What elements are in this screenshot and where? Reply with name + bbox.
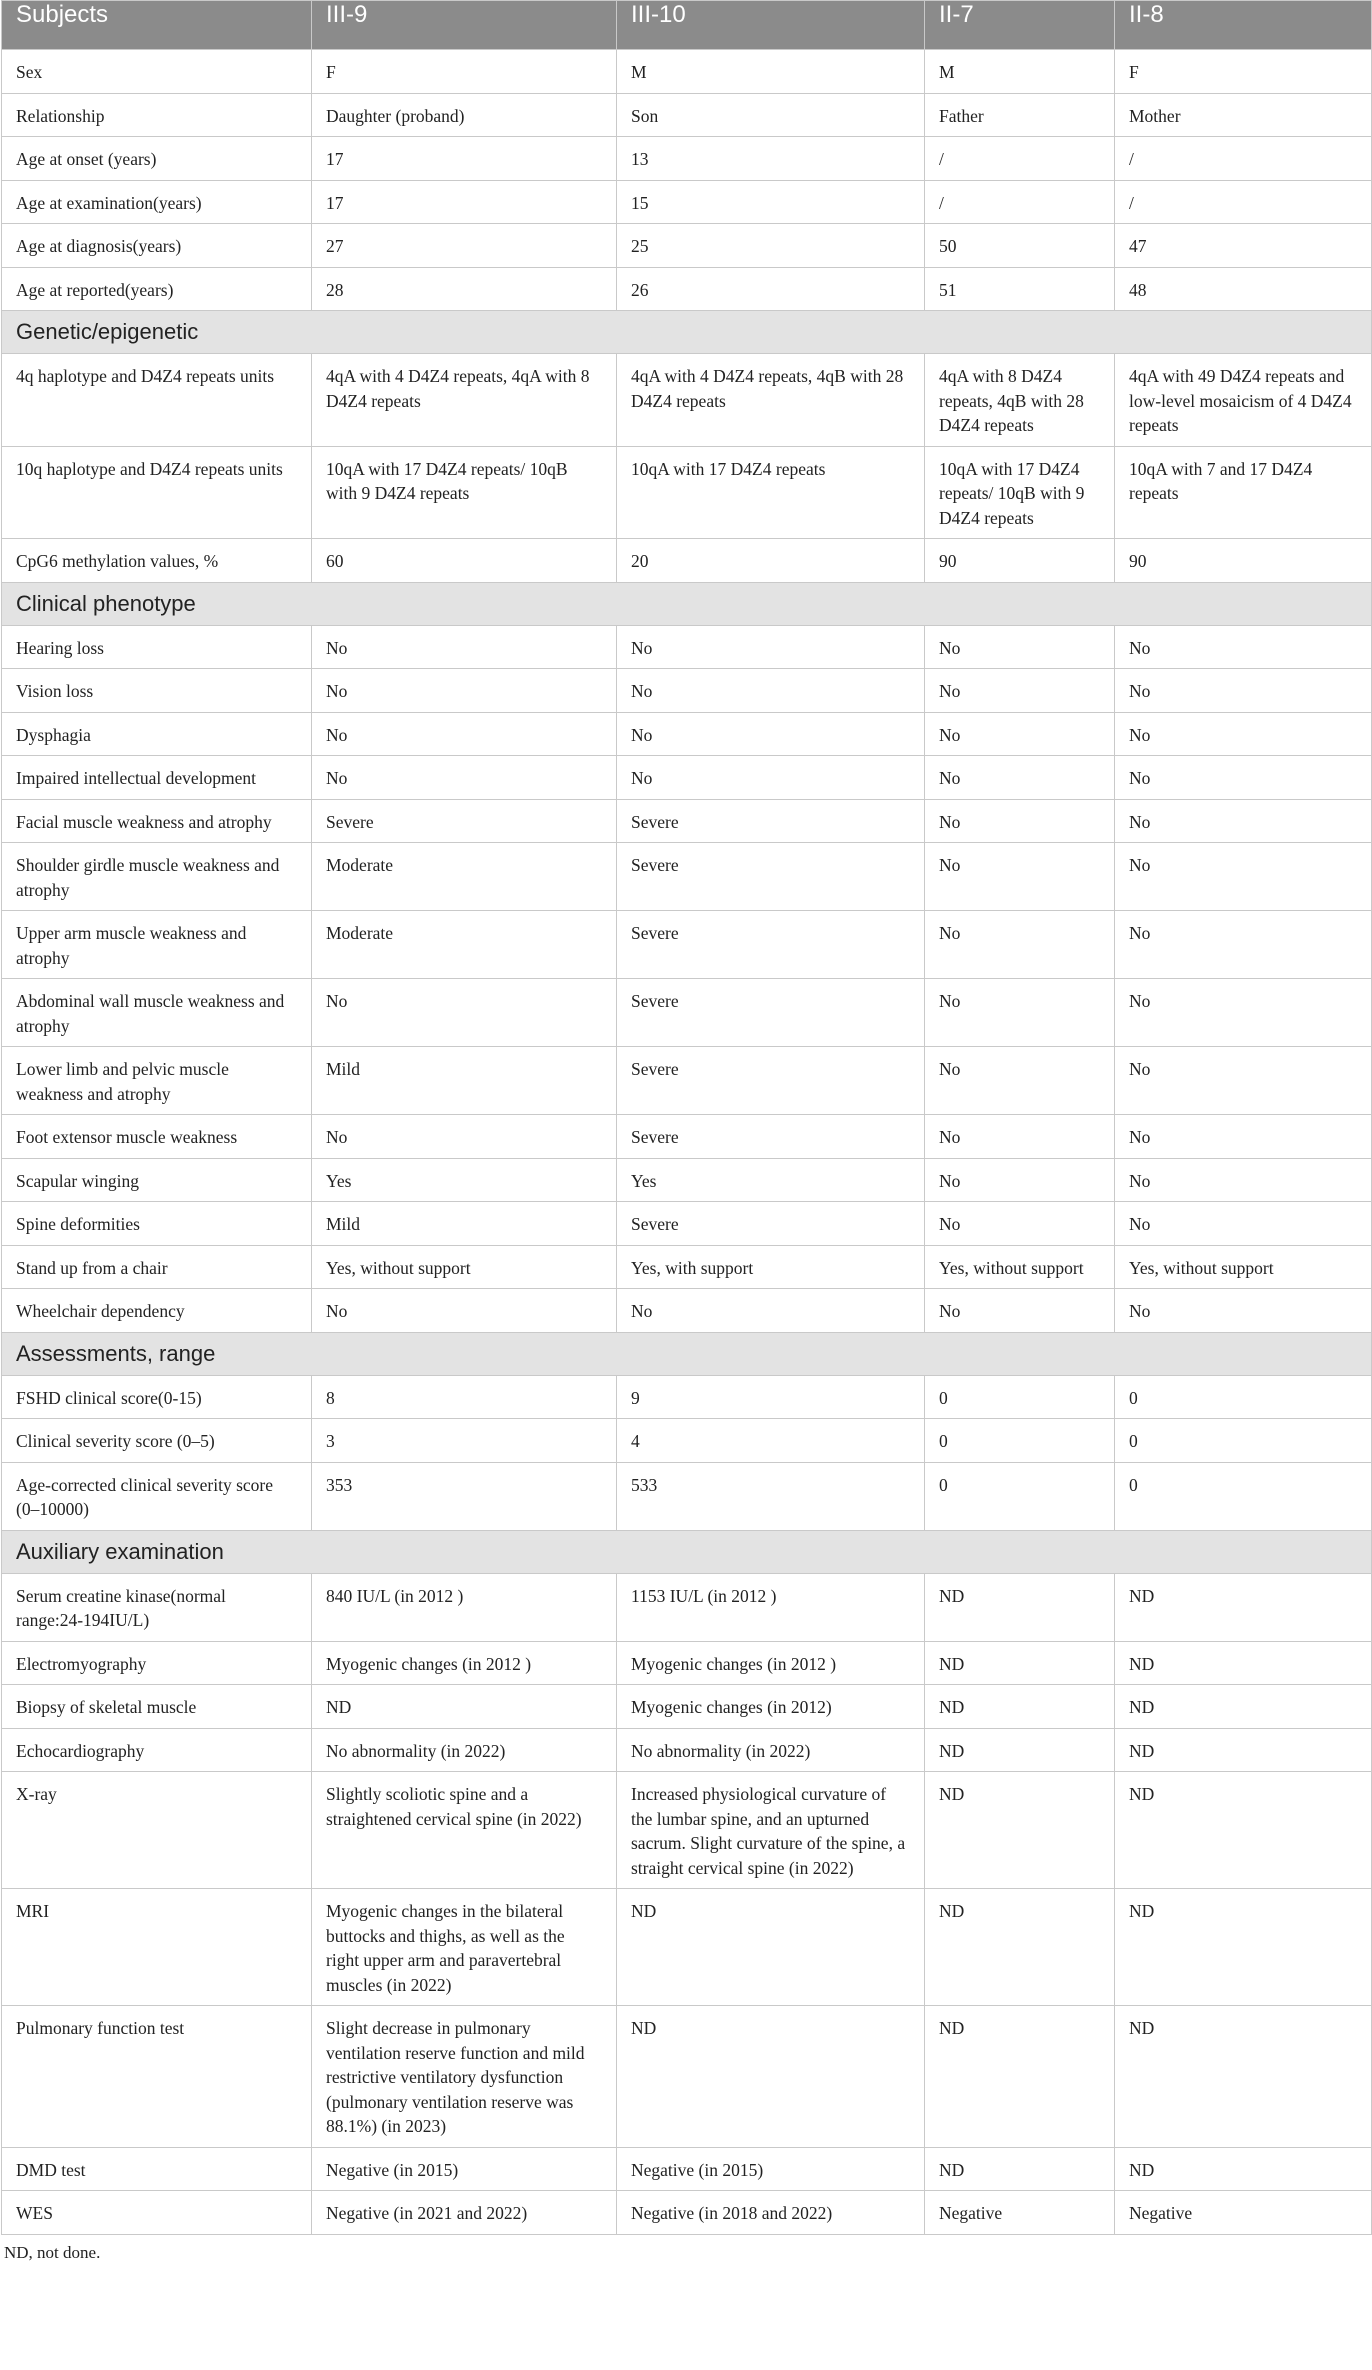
table-row	[2, 1728, 1372, 1772]
value-cell: No	[925, 1115, 1115, 1159]
table-row	[2, 625, 1372, 669]
value-cell: Yes	[312, 1158, 617, 1202]
table-row	[2, 1772, 1372, 1889]
value-cell: M	[617, 50, 925, 94]
value-cell: ND	[1115, 1641, 1372, 1685]
row-label-cell: 4q haplotype and D4Z4 repeats units	[2, 354, 312, 447]
value-cell: 27	[312, 224, 617, 268]
row-label-cell: Age at onset (years)	[2, 137, 312, 181]
value-cell: No	[617, 712, 925, 756]
table-row	[2, 1641, 1372, 1685]
value-cell: Yes, without support	[1115, 1245, 1372, 1289]
value-cell: 0	[925, 1419, 1115, 1463]
value-cell: Severe	[312, 799, 617, 843]
table-row	[2, 354, 1372, 447]
value-cell: No	[1115, 625, 1372, 669]
value-cell: Severe	[617, 979, 925, 1047]
value-cell: 28	[312, 267, 617, 311]
table-footnote: ND, not done.	[4, 2242, 101, 2262]
header-cell: II-8	[1115, 1, 1372, 50]
value-cell: Yes, with support	[617, 1245, 925, 1289]
value-cell: Negative	[925, 2191, 1115, 2235]
value-cell: No	[1115, 843, 1372, 911]
value-cell: 0	[925, 1462, 1115, 1530]
value-cell: 20	[617, 539, 925, 583]
value-cell: Slightly scoliotic spine and a straightened cervical spine (in 2022)	[312, 1772, 617, 1889]
value-cell: ND	[925, 2147, 1115, 2191]
value-cell: No	[925, 669, 1115, 713]
value-cell: Son	[617, 93, 925, 137]
value-cell: No	[1115, 756, 1372, 800]
header-cell: III-9	[312, 1, 617, 50]
value-cell: ND	[617, 2006, 925, 2148]
value-cell: 15	[617, 180, 925, 224]
value-cell: 10qA with 17 D4Z4 repeats/ 10qB with 9 D4Z4 repeats	[925, 446, 1115, 539]
table-row	[2, 843, 1372, 911]
value-cell: Negative (in 2015)	[312, 2147, 617, 2191]
value-cell: /	[925, 180, 1115, 224]
value-cell: No	[617, 625, 925, 669]
row-label-cell: MRI	[2, 1889, 312, 2006]
value-cell: No	[925, 756, 1115, 800]
value-cell: 90	[1115, 539, 1372, 583]
value-cell: Negative (in 2018 and 2022)	[617, 2191, 925, 2235]
value-cell: 4qA with 4 D4Z4 repeats, 4qB with 28 D4Z4 repeats	[617, 354, 925, 447]
row-label-cell: WES	[2, 2191, 312, 2235]
value-cell: ND	[1115, 1685, 1372, 1729]
value-cell: No	[1115, 1289, 1372, 1333]
value-cell: 0	[1115, 1419, 1372, 1463]
header-row	[2, 1, 1372, 50]
value-cell: 60	[312, 539, 617, 583]
table-row	[2, 1158, 1372, 1202]
table-row	[2, 1419, 1372, 1463]
row-label-cell: Biopsy of skeletal muscle	[2, 1685, 312, 1729]
value-cell: No	[312, 712, 617, 756]
row-label-cell: Vision loss	[2, 669, 312, 713]
value-cell: ND	[312, 1685, 617, 1729]
value-cell: 533	[617, 1462, 925, 1530]
value-cell: Myogenic changes (in 2012 )	[312, 1641, 617, 1685]
row-label-cell: CpG6 methylation values, %	[2, 539, 312, 583]
table-row	[2, 669, 1372, 713]
value-cell: No	[1115, 1115, 1372, 1159]
value-cell: No	[925, 1289, 1115, 1333]
value-cell: No	[312, 979, 617, 1047]
value-cell: No	[312, 1289, 617, 1333]
section-title: Assessments, range	[2, 1332, 1372, 1375]
row-label-cell: Shoulder girdle muscle weakness and atrophy	[2, 843, 312, 911]
value-cell: No	[312, 1115, 617, 1159]
value-cell: 4qA with 4 D4Z4 repeats, 4qA with 8 D4Z4 repeats	[312, 354, 617, 447]
value-cell: 9	[617, 1375, 925, 1419]
value-cell: 10qA with 7 and 17 D4Z4 repeats	[1115, 446, 1372, 539]
value-cell: 26	[617, 267, 925, 311]
row-label-cell: Hearing loss	[2, 625, 312, 669]
value-cell: ND	[925, 1772, 1115, 1889]
value-cell: No	[1115, 1047, 1372, 1115]
value-cell: Myogenic changes (in 2012)	[617, 1685, 925, 1729]
header-cell: III-10	[617, 1, 925, 50]
row-label-cell: Serum creatine kinase(normal range:24-194IU/L)	[2, 1573, 312, 1641]
row-label-cell: Age at diagnosis(years)	[2, 224, 312, 268]
value-cell: 8	[312, 1375, 617, 1419]
table-row	[2, 1685, 1372, 1729]
table-row	[2, 137, 1372, 181]
value-cell: Father	[925, 93, 1115, 137]
row-label-cell: Facial muscle weakness and atrophy	[2, 799, 312, 843]
value-cell: No	[1115, 1202, 1372, 1246]
value-cell: ND	[1115, 2006, 1372, 2148]
value-cell: Myogenic changes in the bilateral buttocks and thighs, as well as the right upper arm and paravertebral muscles (in 2022)	[312, 1889, 617, 2006]
value-cell: No	[925, 625, 1115, 669]
value-cell: No	[925, 799, 1115, 843]
value-cell: 90	[925, 539, 1115, 583]
value-cell: No	[617, 669, 925, 713]
table-row	[2, 756, 1372, 800]
value-cell: ND	[925, 2006, 1115, 2148]
table-row	[2, 2147, 1372, 2191]
value-cell: No	[925, 712, 1115, 756]
value-cell: Increased physiological curvature of the lumbar spine, and an upturned sacrum. Slight curvature of the spine, a straight cervical spine (in 2022)	[617, 1772, 925, 1889]
row-label-cell: 10q haplotype and D4Z4 repeats units	[2, 446, 312, 539]
value-cell: Mild	[312, 1202, 617, 1246]
value-cell: 48	[1115, 267, 1372, 311]
value-cell: No	[925, 1158, 1115, 1202]
value-cell: Severe	[617, 1047, 925, 1115]
value-cell: M	[925, 50, 1115, 94]
value-cell: Moderate	[312, 843, 617, 911]
section-row	[2, 582, 1372, 625]
table-row	[2, 1573, 1372, 1641]
row-label-cell: Wheelchair dependency	[2, 1289, 312, 1333]
value-cell: ND	[1115, 1728, 1372, 1772]
table-row	[2, 1047, 1372, 1115]
value-cell: Negative (in 2021 and 2022)	[312, 2191, 617, 2235]
table-row	[2, 2006, 1372, 2148]
value-cell: 47	[1115, 224, 1372, 268]
row-label-cell: Age-corrected clinical severity score (0–10000)	[2, 1462, 312, 1530]
value-cell: 0	[1115, 1462, 1372, 1530]
value-cell: 51	[925, 267, 1115, 311]
value-cell: No abnormality (in 2022)	[312, 1728, 617, 1772]
section-row	[2, 1530, 1372, 1573]
table-row	[2, 93, 1372, 137]
value-cell: Severe	[617, 1202, 925, 1246]
value-cell: Moderate	[312, 911, 617, 979]
value-cell: 13	[617, 137, 925, 181]
value-cell: No	[312, 625, 617, 669]
value-cell: /	[1115, 137, 1372, 181]
value-cell: 0	[1115, 1375, 1372, 1419]
row-label-cell: Foot extensor muscle weakness	[2, 1115, 312, 1159]
section-row	[2, 1332, 1372, 1375]
table-row	[2, 1202, 1372, 1246]
row-label-cell: Scapular winging	[2, 1158, 312, 1202]
value-cell: ND	[1115, 1573, 1372, 1641]
value-cell: Yes, without support	[925, 1245, 1115, 1289]
table-header	[2, 1, 1372, 50]
value-cell: Severe	[617, 799, 925, 843]
table-row	[2, 1375, 1372, 1419]
value-cell: ND	[1115, 2147, 1372, 2191]
row-label-cell: Upper arm muscle weakness and atrophy	[2, 911, 312, 979]
value-cell: No	[1115, 1158, 1372, 1202]
table-row	[2, 1289, 1372, 1333]
value-cell: No	[1115, 911, 1372, 979]
value-cell: No	[925, 911, 1115, 979]
row-label-cell: X-ray	[2, 1772, 312, 1889]
value-cell: 10qA with 17 D4Z4 repeats	[617, 446, 925, 539]
table-row	[2, 1462, 1372, 1530]
value-cell: No	[925, 1202, 1115, 1246]
value-cell: 25	[617, 224, 925, 268]
value-cell: No	[617, 1289, 925, 1333]
header-cell: Subjects	[2, 1, 312, 50]
value-cell: No	[1115, 669, 1372, 713]
value-cell: /	[1115, 180, 1372, 224]
value-cell: No	[1115, 799, 1372, 843]
value-cell: No	[1115, 712, 1372, 756]
value-cell: 353	[312, 1462, 617, 1530]
value-cell: 17	[312, 137, 617, 181]
value-cell: 0	[925, 1375, 1115, 1419]
table-row	[2, 224, 1372, 268]
value-cell: No abnormality (in 2022)	[617, 1728, 925, 1772]
table-row	[2, 1115, 1372, 1159]
value-cell: Mother	[1115, 93, 1372, 137]
value-cell: Severe	[617, 911, 925, 979]
row-label-cell: Pulmonary function test	[2, 2006, 312, 2148]
value-cell: ND	[925, 1641, 1115, 1685]
row-label-cell: Lower limb and pelvic muscle weakness and atrophy	[2, 1047, 312, 1115]
value-cell: No	[312, 669, 617, 713]
value-cell: ND	[925, 1685, 1115, 1729]
value-cell: No	[1115, 979, 1372, 1047]
value-cell: 3	[312, 1419, 617, 1463]
row-label-cell: FSHD clinical score(0-15)	[2, 1375, 312, 1419]
table-row	[2, 50, 1372, 94]
table-row	[2, 180, 1372, 224]
value-cell: 50	[925, 224, 1115, 268]
value-cell: No	[925, 843, 1115, 911]
table-body	[2, 50, 1372, 2235]
table-row	[2, 712, 1372, 756]
row-label-cell: Age at examination(years)	[2, 180, 312, 224]
value-cell: No	[925, 979, 1115, 1047]
row-label-cell: Relationship	[2, 93, 312, 137]
value-cell: Yes	[617, 1158, 925, 1202]
table-row	[2, 979, 1372, 1047]
section-title: Clinical phenotype	[2, 582, 1372, 625]
section-title: Genetic/epigenetic	[2, 311, 1372, 354]
value-cell: 17	[312, 180, 617, 224]
value-cell: Daughter (proband)	[312, 93, 617, 137]
value-cell: Slight decrease in pulmonary ventilation reserve function and mild restrictive ventilatory dysfunction (pulmonary ventilation reserve was 88.1%) (in 2023)	[312, 2006, 617, 2148]
row-label-cell: Impaired intellectual development	[2, 756, 312, 800]
value-cell: Mild	[312, 1047, 617, 1115]
table-row	[2, 799, 1372, 843]
row-label-cell: Stand up from a chair	[2, 1245, 312, 1289]
value-cell: ND	[925, 1573, 1115, 1641]
value-cell: ND	[617, 1889, 925, 2006]
value-cell: F	[1115, 50, 1372, 94]
value-cell: ND	[1115, 1772, 1372, 1889]
table-row	[2, 911, 1372, 979]
value-cell: 10qA with 17 D4Z4 repeats/ 10qB with 9 D4Z4 repeats	[312, 446, 617, 539]
value-cell: No	[925, 1047, 1115, 1115]
value-cell: Severe	[617, 1115, 925, 1159]
value-cell: ND	[925, 1728, 1115, 1772]
table-row	[2, 2191, 1372, 2235]
table-row	[2, 446, 1372, 539]
row-label-cell: Age at reported(years)	[2, 267, 312, 311]
row-label-cell: Sex	[2, 50, 312, 94]
row-label-cell: Echocardiography	[2, 1728, 312, 1772]
value-cell: Negative (in 2015)	[617, 2147, 925, 2191]
row-label-cell: Abdominal wall muscle weakness and atrophy	[2, 979, 312, 1047]
value-cell: No	[312, 756, 617, 800]
value-cell: 4	[617, 1419, 925, 1463]
row-label-cell: Dysphagia	[2, 712, 312, 756]
value-cell: 4qA with 49 D4Z4 repeats and low-level mosaicism of 4 D4Z4 repeats	[1115, 354, 1372, 447]
row-label-cell: DMD test	[2, 2147, 312, 2191]
value-cell: No	[617, 756, 925, 800]
value-cell: 840 IU/L (in 2012 )	[312, 1573, 617, 1641]
section-title: Auxiliary examination	[2, 1530, 1372, 1573]
section-row	[2, 311, 1372, 354]
value-cell: Yes, without support	[312, 1245, 617, 1289]
value-cell: Severe	[617, 843, 925, 911]
table-row	[2, 267, 1372, 311]
value-cell: F	[312, 50, 617, 94]
value-cell: 4qA with 8 D4Z4 repeats, 4qB with 28 D4Z4 repeats	[925, 354, 1115, 447]
value-cell: Myogenic changes (in 2012 )	[617, 1641, 925, 1685]
value-cell: 1153 IU/L (in 2012 )	[617, 1573, 925, 1641]
value-cell: /	[925, 137, 1115, 181]
subjects-table	[1, 0, 1372, 2235]
table-row	[2, 1889, 1372, 2006]
table-row	[2, 539, 1372, 583]
row-label-cell: Spine deformities	[2, 1202, 312, 1246]
header-cell: II-7	[925, 1, 1115, 50]
value-cell: ND	[1115, 1889, 1372, 2006]
row-label-cell: Electromyography	[2, 1641, 312, 1685]
value-cell: Negative	[1115, 2191, 1372, 2235]
table-row	[2, 1245, 1372, 1289]
row-label-cell: Clinical severity score (0–5)	[2, 1419, 312, 1463]
value-cell: ND	[925, 1889, 1115, 2006]
